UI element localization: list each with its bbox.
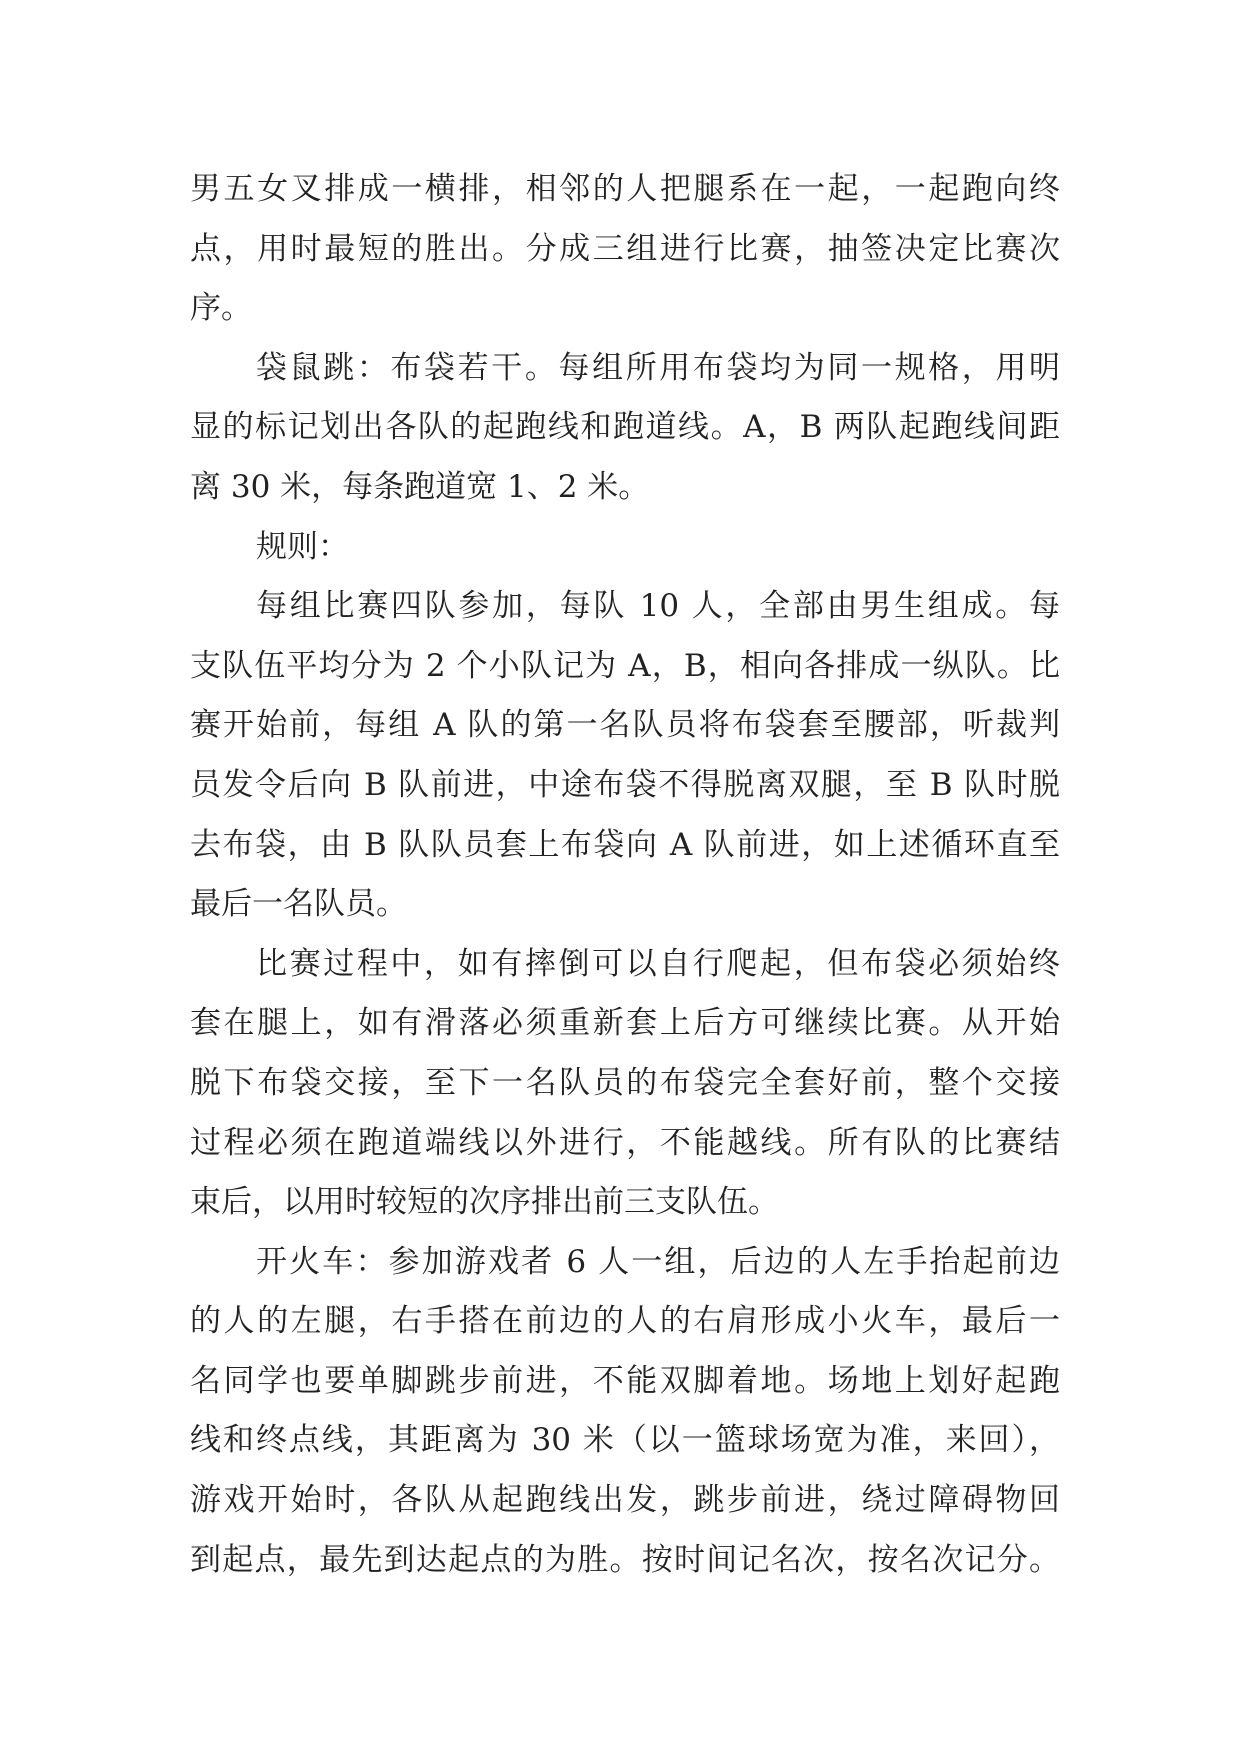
text-line: 规则： (256, 528, 349, 565)
body-text (190, 160, 1060, 1590)
text-line: 离 30 米，每条跑道宽 1、2 米。 (190, 468, 650, 505)
text-line: 赛开始前，每组 A 队的第一名队员将布袋套至腰部，听裁判 (190, 707, 1060, 744)
text-line: 到起点，最先到达起点的为胜。按时间记名次，按名次记分。 (190, 1541, 1060, 1578)
text-line: 点，用时最短的胜出。分成三组进行比赛，抽签决定比赛次 (190, 230, 1060, 267)
text-line: 最后一名队员。 (190, 886, 407, 923)
text-line: 序。 (190, 290, 252, 327)
text-line: 袋鼠跳：布袋若干。每组所用布袋均为同一规格，用明 (256, 349, 1060, 386)
text-line: 比赛过程中，如有摔倒可以自行爬起，但布袋必须始终 (256, 945, 1060, 982)
text-line: 男五女叉排成一横排，相邻的人把腿系在一起，一起跑向终 (190, 171, 1060, 207)
text-line: 过程必须在跑道端线以外进行，不能越线。所有队的比赛结 (190, 1124, 1060, 1161)
text-line: 开火车：参加游戏者 6 人一组，后边的人左手抬起前边 (256, 1243, 1060, 1280)
text-line: 去布袋，由 B 队队员套上布袋向 A 队前进，如上述循环直至 (190, 826, 1060, 863)
text-line: 套在腿上，如有滑落必须重新套上后方可继续比赛。从开始 (190, 1005, 1060, 1042)
text-line: 支队伍平均分为 2 个小队记为 A，B，相向各排成一纵队。比 (190, 647, 1060, 684)
text-line: 束后，以用时较短的次序排出前三支队伍。 (190, 1184, 779, 1221)
text-line: 的人的左腿，右手搭在前边的人的右肩形成小火车，最后一 (190, 1303, 1060, 1340)
text-line: 线和终点线，其距离为 30 米（以一篮球场宽为准，来回）， (190, 1422, 1060, 1459)
text-line: 员发令后向 B 队前进，中途布袋不得脱离双腿，至 B 队时脱 (190, 766, 1060, 803)
text-line: 名同学也要单脚跳步前进，不能双脚着地。场地上划好起跑 (190, 1362, 1060, 1399)
text-line: 游戏开始时，各队从起跑线出发，跳步前进，绕过障碍物回 (190, 1482, 1060, 1519)
text-line: 脱下布袋交接，至下一名队员的布袋完全套好前，整个交接 (190, 1064, 1060, 1101)
text-line: 每组比赛四队参加，每队 10 人，全部由男生组成。每 (256, 588, 1060, 625)
text-line: 显的标记划出各队的起跑线和跑道线。A，B 两队起跑线间距 (190, 409, 1060, 446)
